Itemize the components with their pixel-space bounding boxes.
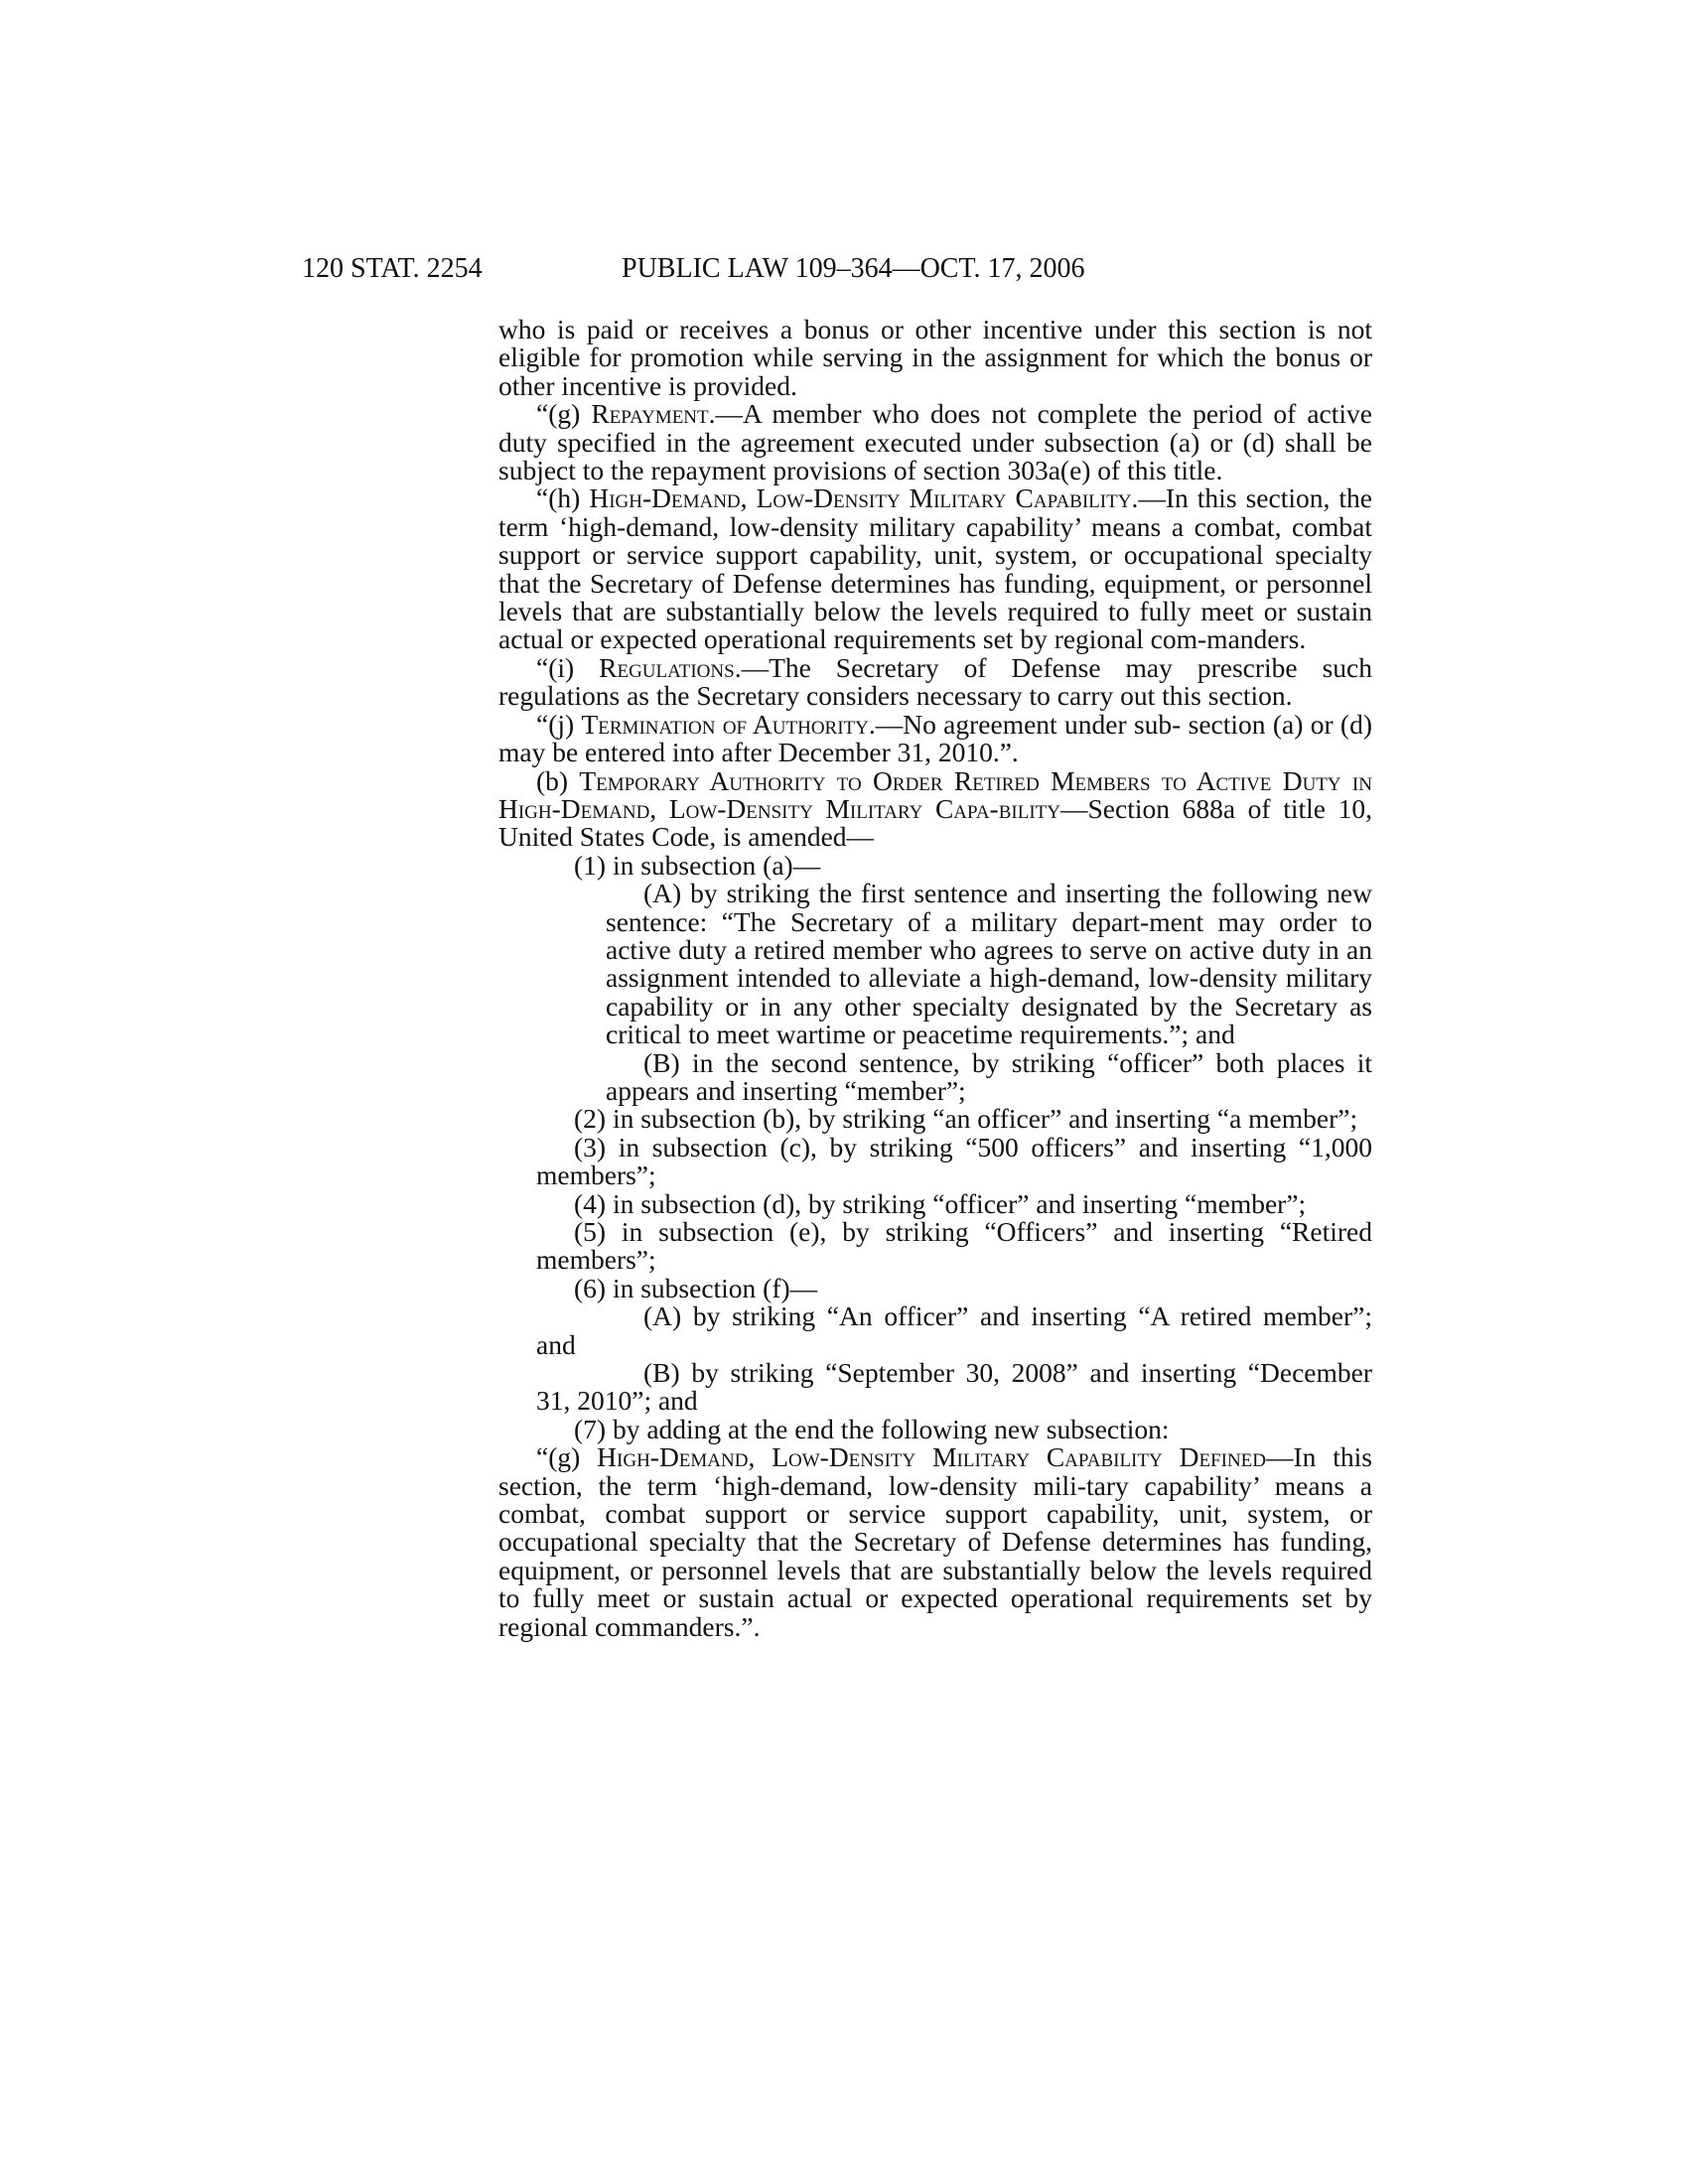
subsection-j-termination (498, 708, 1372, 768)
subsection-text: of active duty specified in the agreement executed under subsection (a) or (d) shall be subject to the repayment provisions of section 303a(e) of this title. (498, 398, 1372, 486)
clause-1b: (B) in the second sentence, by striking “officer” both places it appears and inserting “member”; (606, 1046, 1372, 1106)
subsection-lead: “(j) (536, 708, 582, 740)
section-b-heading (498, 764, 1372, 853)
paragraph-2: (2) in subsection (b), by striking “an officer” and inserting “a member”; (574, 1103, 1358, 1135)
paragraph-1: (1) in subsection (a)— (574, 849, 821, 881)
subsection-heading: High-Demand, Low-Density Military Capability Defined (597, 1441, 1266, 1473)
subsection-text-start: .—In (1131, 482, 1189, 514)
subsection-text-start: .—The Secretary of Defense may prescribe (734, 651, 1298, 683)
subsection-lead: “(h) (536, 482, 590, 514)
paragraph-3: (3) in subsection (c), by striking “500 officers” and inserting “1,000 members”; (536, 1131, 1372, 1191)
subsection-text: —In this section, the term ‘high-demand, low-density mili-tary capability’ means a combat, combat support or service support capability, unit, system, or occupational specialty that the Secretary of Defense determines has funding, equipment, or personnel levels that are substantially below the levels required to fully meet or sustain actual or expected operational requirements set by regional commanders.”. (498, 1441, 1373, 1642)
statute-reference: 120 STAT. 2254 (302, 253, 483, 284)
subsection-heading: Termination of Authority (581, 708, 869, 740)
running-header: PUBLIC LAW 109–364—OCT. 17, 2006 (622, 253, 1085, 284)
subsection-text: such regulations as the Secretary considers necessary to carry out this section. (498, 651, 1372, 712)
subsection-lead: “(i) (536, 651, 600, 683)
section-heading: Temporary Authority to Order Retired Members to Active Duty in High-Demand, Low-Density Military Capa-bility (498, 764, 1372, 824)
paragraph-continuation: who is paid or receives a bonus or other incentive under this section is not eligible for promotion while serving in the assignment for which the bonus or other incentive is provided. (498, 314, 1372, 401)
clause-6b: (B) by striking “September 30, 2008” and inserting “December 31, 2010”; and (536, 1357, 1372, 1417)
subsection-h-definition (498, 484, 1372, 653)
subsection-lead: “(g) (536, 398, 592, 430)
clause-6a: (A) by striking “An officer” and inserting “A retired member”; and (536, 1300, 1372, 1360)
subsection-text-start: .—A member who does not complete the period (708, 398, 1263, 430)
subsection-heading: High-Demand, Low-Density Military Capability (589, 482, 1132, 514)
subsection-heading: Regulations (599, 651, 735, 683)
paragraph-7: (7) by adding at the end the following new subsection: (574, 1413, 1170, 1444)
subsection-heading: Repayment (591, 398, 709, 430)
subsection-text: this section, the term ‘high-demand, low-density military capability’ means a combat, combat support or service support capability, unit, system, or occupational specialty that the Secretary of Defense determines has funding, equipment, or personnel levels that are substantially below the levels required to fully meet or sustain actual or expected operational requirements set by regional com-manders. (498, 482, 1373, 655)
section-lead: (b) (536, 764, 580, 796)
subsection-text: section (a) or (d) may be entered into after December 31, 2010.”. (498, 708, 1372, 768)
statute-body (498, 316, 1372, 1641)
subsection-i-regulations (498, 651, 1372, 712)
clause-1a: (A) by striking the first sentence and inserting the following new sentence: “The Secretary of a military depart-ment may order to active duty a retired member who agrees to serve on active duty in an assignment intended to alleviate a high-demand, low-density military capability or in any other specialty designated by the Secretary as critical to meet wartime or peacetime requirements.”; and (606, 878, 1372, 1050)
new-subsection-g-definition (498, 1443, 1372, 1641)
subsection-text-start: .—No agreement under sub- (868, 708, 1182, 740)
paragraph-6: (6) in subsection (f)— (574, 1272, 818, 1303)
subsection-g-repayment (498, 400, 1372, 484)
paragraph-5: (5) in subsection (e), by striking “Officers” and inserting “Retired members”; (536, 1216, 1372, 1276)
paragraph-4: (4) in subsection (d), by striking “officer” and inserting “member”; (574, 1187, 1307, 1219)
section-text: —Section 688a of title 10, United States Code, is amended— (498, 792, 1372, 853)
subsection-lead: “(g) (536, 1441, 598, 1473)
